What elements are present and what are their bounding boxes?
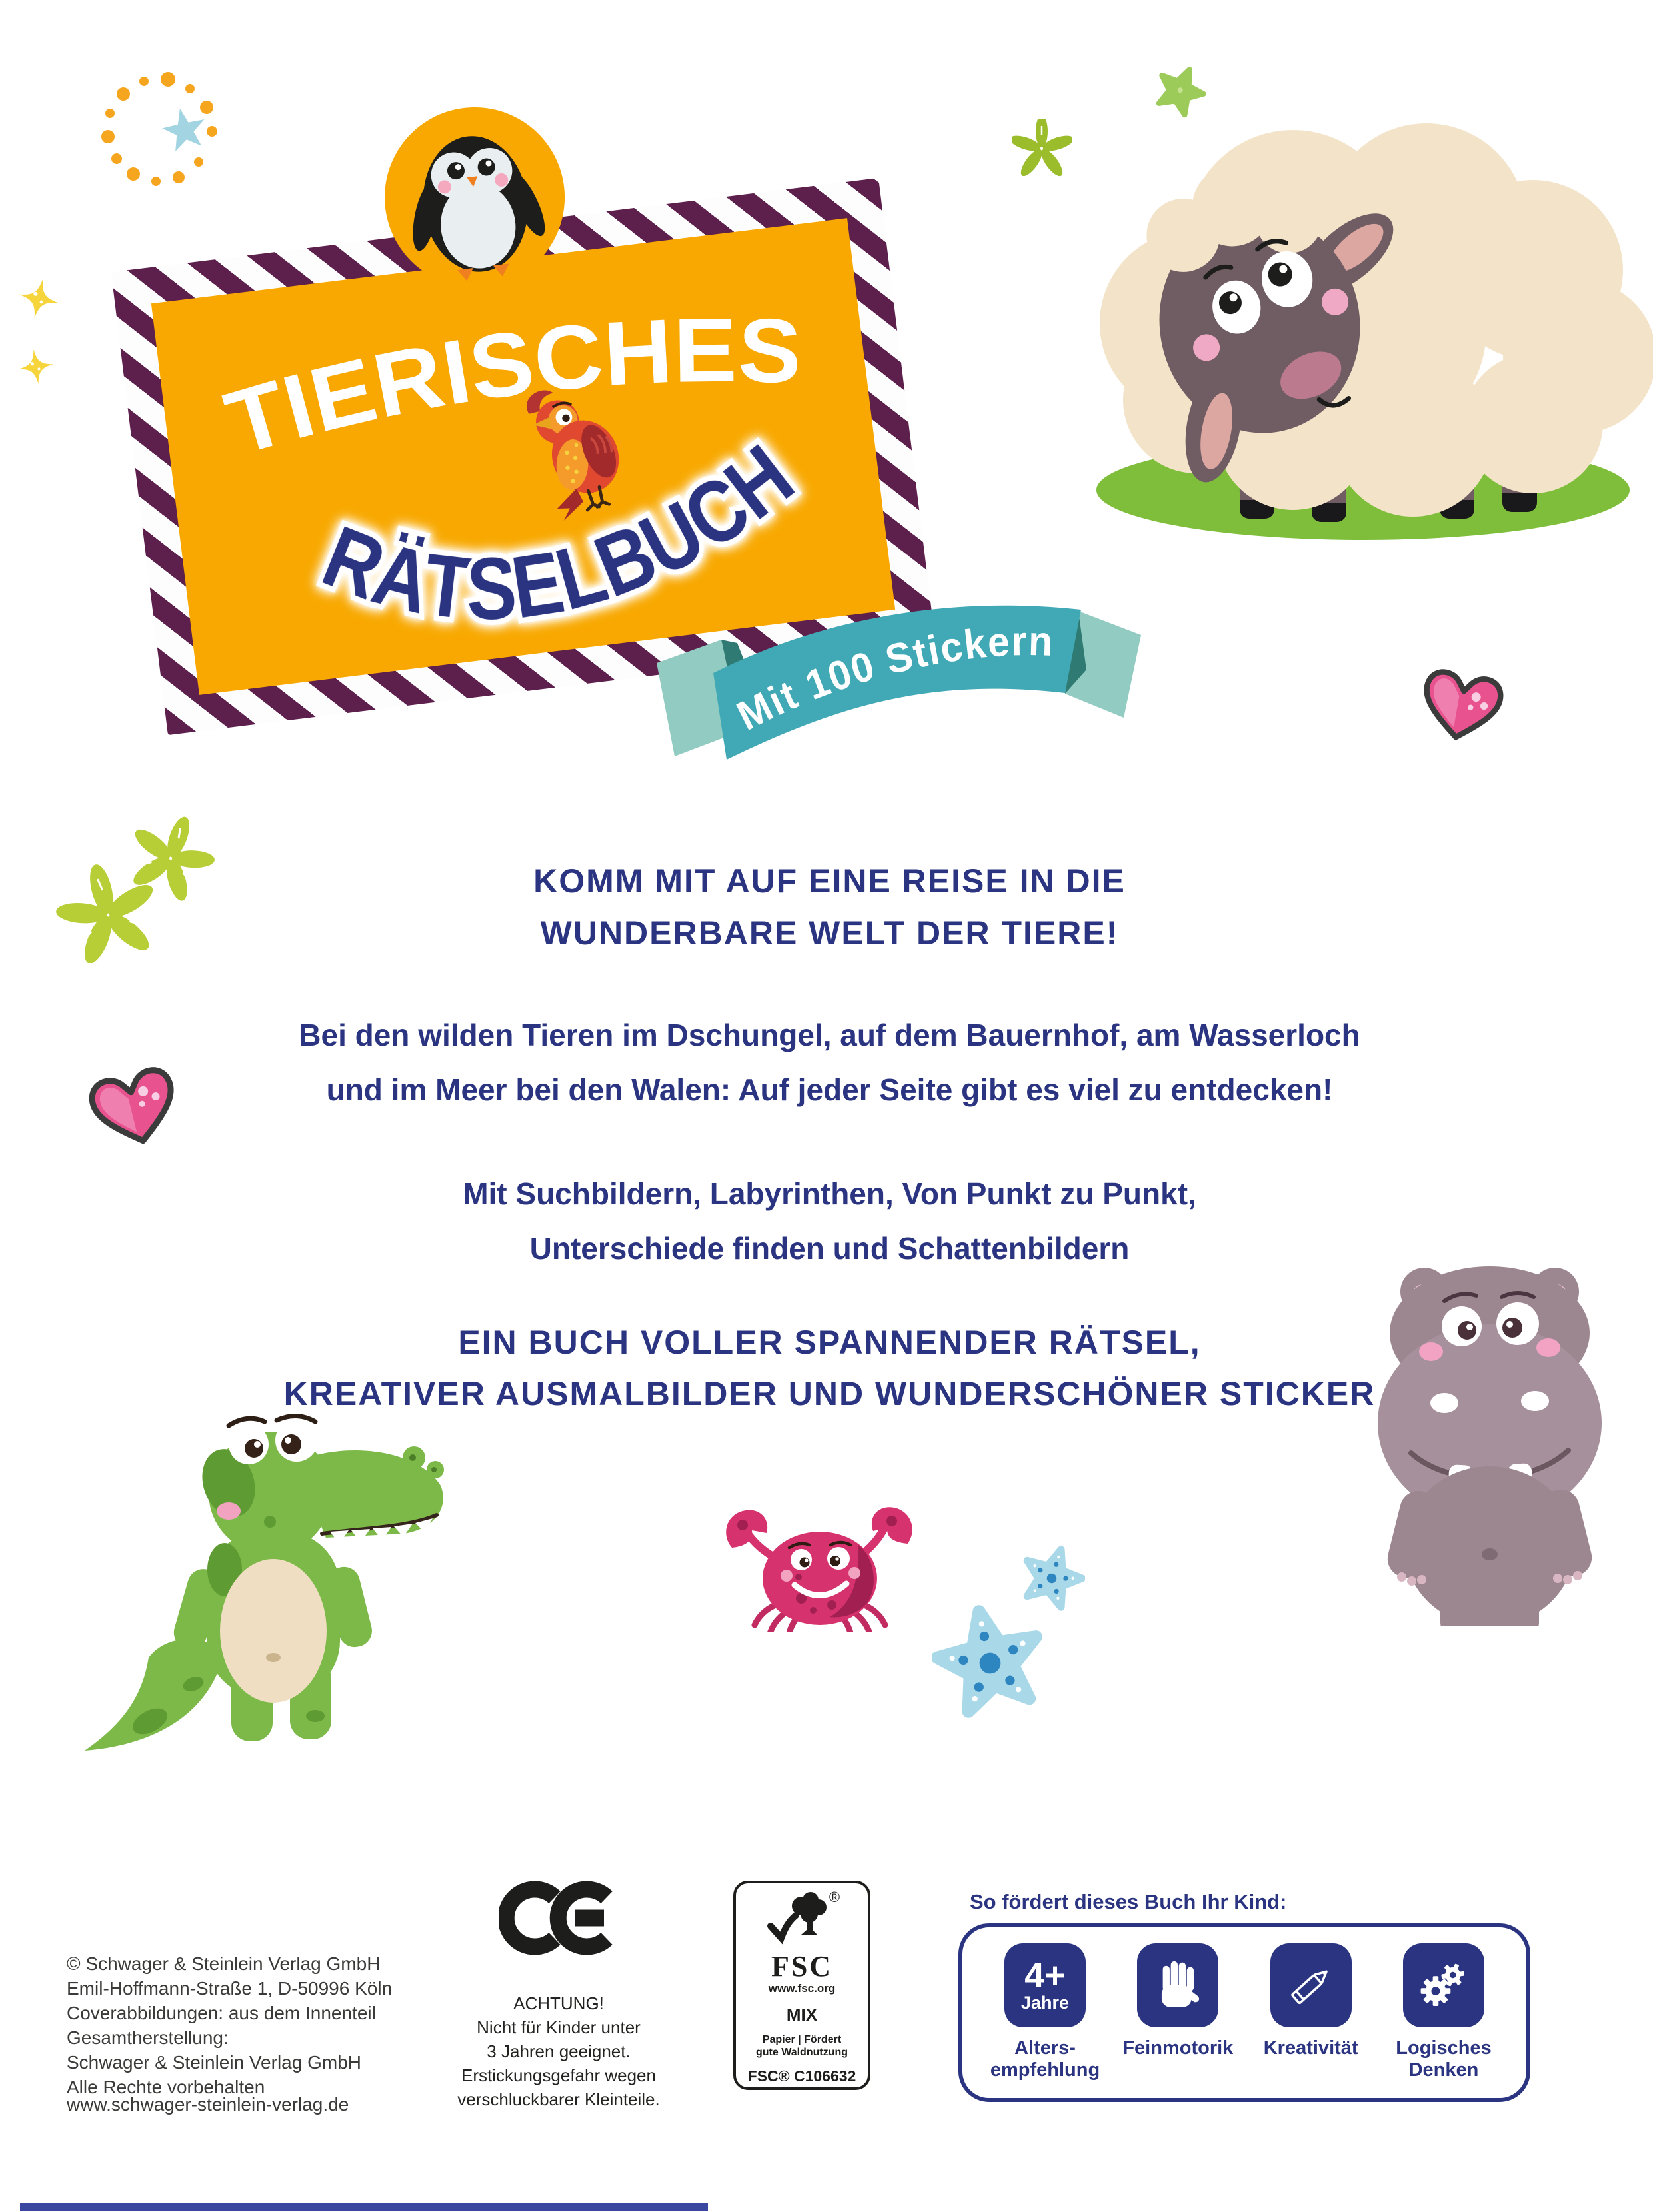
benefit-label: Logisches Denken <box>1396 2037 1492 2081</box>
body1-line2: und im Meer bei den Walen: Auf jeder Seite gibt es viel zu entdecken! <box>326 1072 1333 1107</box>
body2-line1: Mit Suchbildern, Labyrinthen, Von Punkt zu Punkt, <box>463 1176 1196 1211</box>
fsc-grade: MIX <box>786 2005 818 2025</box>
benefit-label: Alters- empfehlung <box>990 2037 1100 2081</box>
imprint-line: Schwager & Steinlein Verlag GmbH <box>67 2052 361 2073</box>
intro-headline <box>0 855 1659 959</box>
benefit-logic <box>1378 1943 1509 2081</box>
warning-line: verschluckbarer Kleinteile. <box>457 2089 660 2109</box>
warning-title: ACHTUNG! <box>513 1993 604 2013</box>
benefit-age <box>980 1943 1110 2081</box>
imprint-line: Emil-Hoffmann-Straße 1, D-50996 Köln <box>67 1978 393 1999</box>
publisher-website: www.schwager-steinlein-verlag.de <box>67 2094 349 2115</box>
body2-line2: Unterschiede finden und Schattenbildern <box>529 1231 1130 1266</box>
fsc-claim: Papier | Fördert gute Waldnutzung <box>755 2034 848 2058</box>
imprint-line: Coverabbildungen: aus dem Innenteil <box>67 2003 376 2023</box>
sheep-illustration <box>1040 103 1653 547</box>
benefit-creativity <box>1246 1943 1376 2081</box>
benefit-motor-skills <box>1112 1943 1243 2081</box>
warning-line: Erstickungsgefahr wegen <box>461 2065 656 2085</box>
starfish-large-icon <box>932 1605 1048 1721</box>
benefit-label: Kreativität <box>1263 2037 1358 2059</box>
gears-icon <box>1403 1943 1484 2027</box>
outro-line1: EIN BUCH VOLLER SPANNENDER RÄTSEL, <box>458 1324 1201 1361</box>
imprint-line: Alle Rechte vorbehalten <box>67 2077 265 2097</box>
yellow-stars-decoration <box>12 273 72 393</box>
green-flowers-decoration <box>53 803 227 963</box>
benefits-box <box>958 1923 1530 2102</box>
benefits-heading: So fördert dieses Buch Ihr Kind: <box>970 1890 1287 1913</box>
heart-right-icon <box>1414 661 1508 754</box>
fsc-url: www.fsc.org <box>768 1982 836 1995</box>
intro-line1: KOMM MIT AUF EINE REISE IN DIE <box>533 862 1126 900</box>
sticker-ribbon <box>620 563 1153 796</box>
safety-warning <box>419 1991 699 2111</box>
bottom-print-bar <box>20 2203 708 2211</box>
ce-mark-icon <box>499 1878 619 1965</box>
fsc-brand: FSC <box>771 1950 833 1983</box>
age-badge: 4+ Jahre <box>1004 1943 1086 2027</box>
imprint-block <box>67 1951 392 2099</box>
dots-circle-decoration <box>93 67 233 200</box>
warning-line: Nicht für Kinder unter <box>477 2017 641 2037</box>
benefit-label: Feinmotorik <box>1122 2037 1234 2059</box>
pencil-icon <box>1270 1943 1352 2027</box>
hand-icon <box>1137 1943 1218 2027</box>
warning-line: 3 Jahren geeignet. <box>487 2041 631 2061</box>
body-text-1 <box>0 1008 1659 1117</box>
crab-illustration <box>720 1505 920 1632</box>
imprint-line: © Schwager & Steinlein Verlag GmbH <box>67 1953 381 1974</box>
hippo-illustration <box>1370 1253 1610 1626</box>
title-line2: RÄTSELBUCH <box>311 421 818 639</box>
starfish-small-icon <box>1018 1545 1085 1612</box>
intro-line2: WUNDERBARE WELT DER TIERE! <box>540 914 1119 952</box>
heart-left-icon <box>85 1060 185 1160</box>
registered-mark: ® <box>829 1889 840 1905</box>
title-line1: TIERISCHES <box>215 299 800 475</box>
fsc-license: FSC® C106632 <box>747 2067 856 2085</box>
ribbon-text: Mit 100 Stickern <box>730 618 1056 740</box>
crocodile-illustration <box>50 1356 450 1756</box>
fsc-label <box>733 1881 870 2090</box>
body1-line1: Bei den wilden Tieren im Dschungel, auf dem Bauernhof, am Wasserloch <box>299 1018 1360 1052</box>
imprint-line: Gesamtherstellung: <box>67 2027 229 2048</box>
outro-line2: KREATIVER AUSMALBILDER UND WUNDERSCHÖNER STICKER <box>283 1375 1376 1412</box>
fsc-tree-icon <box>759 1889 845 1946</box>
